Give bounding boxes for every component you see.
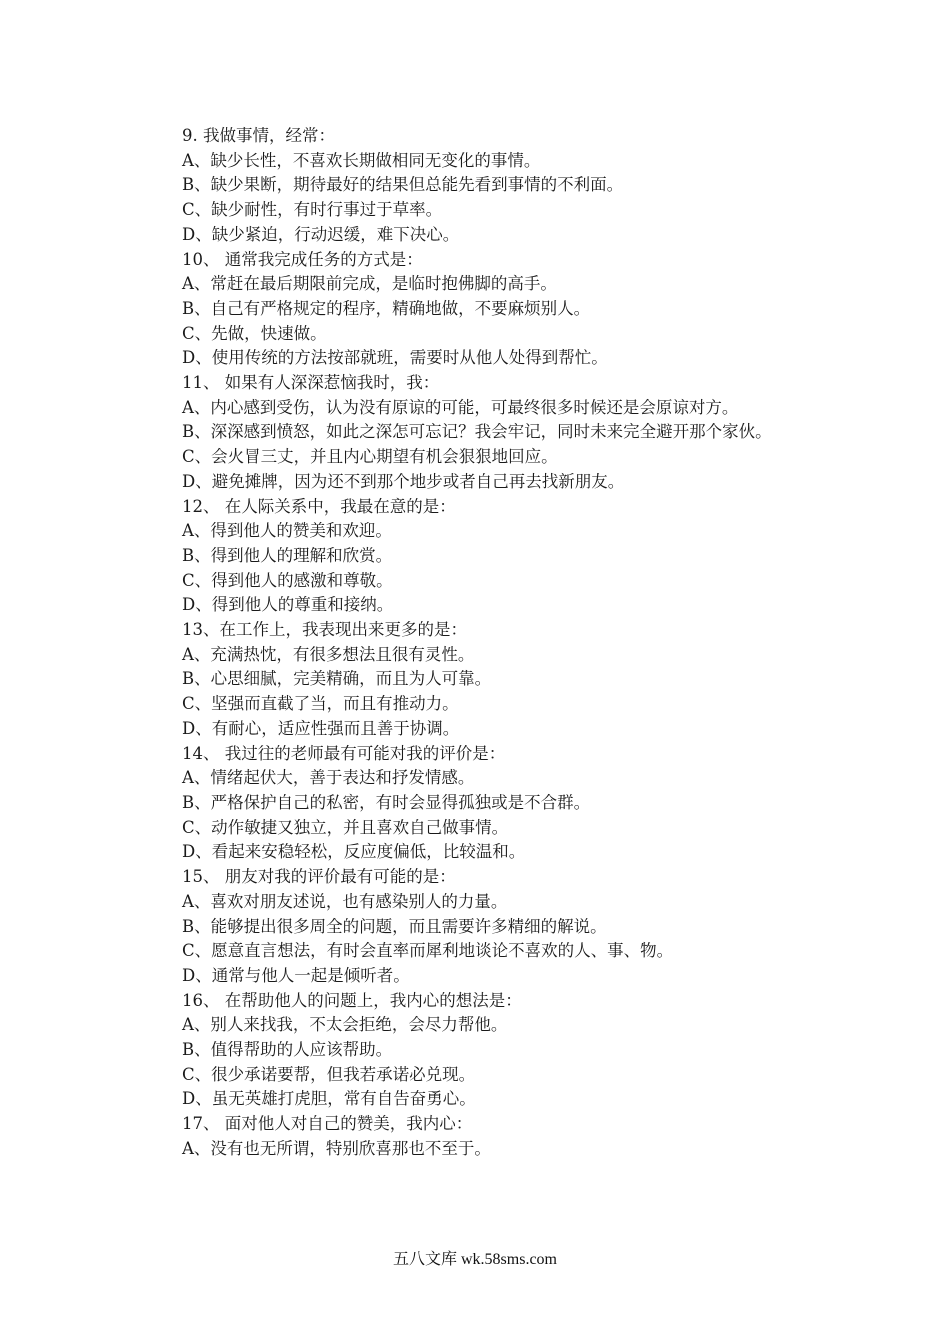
question-16-stem: 16、 在帮助他人的问题上，我内心的想法是： [182, 990, 522, 1010]
option-10c: C、先做，快速做。 [182, 323, 327, 343]
option-9a: A、缺少长性，不喜欢长期做相同无变化的事情。 [182, 150, 541, 170]
option-9d: D、缺少紧迫，行动迟缓，难下决心。 [182, 224, 460, 244]
question-9-stem: 9. 我做事情，经常： [182, 126, 335, 145]
option-13d: D、有耐心，适应性强而且善于协调。 [182, 718, 460, 738]
question-11-stem: 11、 如果有人深深惹恼我时，我： [182, 373, 440, 393]
option-11b: B、深深感到愤怒，如此之深怎可忘记？我会牢记，同时未来完全避开那个家伙。 [182, 422, 772, 442]
option-16b: B、值得帮助的人应该帮助。 [182, 1040, 393, 1060]
option-14d: D、看起来安稳轻松，反应度偏低，比较温和。 [182, 842, 526, 862]
option-9b: B、缺少果断，期待最好的结果但总能先看到事情的不利面。 [182, 175, 624, 195]
option-16a: A、别人来找我，不太会拒绝，会尽力帮他。 [182, 1015, 508, 1035]
option-10b: B、自己有严格规定的程序，精确地做，不要麻烦别人。 [182, 298, 591, 318]
option-12c: C、得到他人的感激和尊敬。 [182, 570, 393, 590]
option-11c: C、会火冒三丈，并且内心期望有机会狠狠地回应。 [182, 447, 558, 467]
option-12a: A、得到他人的赞美和欢迎。 [182, 521, 392, 541]
option-11d: D、避免摊牌，因为还不到那个地步或者自己再去找新朋友。 [182, 471, 625, 491]
option-10d: D、使用传统的方法按部就班，需要时从他人处得到帮忙。 [182, 348, 608, 368]
option-13c: C、坚强而直截了当，而且有推动力。 [182, 694, 459, 714]
option-17a: A、没有也无所谓，特别欣喜那也不至于。 [182, 1138, 491, 1158]
question-17-stem: 17、 面对他人对自己的赞美，我内心： [182, 1114, 473, 1134]
question-10-stem: 10、 通常我完成任务的方式是： [182, 249, 423, 269]
option-15d: D、通常与他人一起是倾听者。 [182, 965, 410, 985]
option-12d: D、得到他人的尊重和接纳。 [182, 595, 394, 615]
question-13-stem: 13、在工作上，我表现出来更多的是： [182, 620, 467, 640]
document-body [144, 124, 809, 1162]
option-14b: B、严格保护自己的私密，有时会显得孤独或是不合群。 [182, 792, 591, 812]
question-15-stem: 15、 朋友对我的评价最有可能的是： [182, 867, 456, 887]
option-15c: C、愿意直言想法，有时会直率而犀利地谈论不喜欢的人、事、物。 [182, 941, 674, 961]
question-14-stem: 14、 我过往的老师最有可能对我的评价是： [182, 743, 506, 763]
page-footer: 五八文库 wk.58sms.com [392, 1251, 557, 1268]
option-16c: C、很少承诺要帮，但我若承诺必兑现。 [182, 1064, 476, 1084]
option-9c: C、缺少耐性，有时行事过于草率。 [182, 200, 443, 220]
option-13b: B、心思细腻，完美精确，而且为人可靠。 [182, 669, 492, 689]
option-15a: A、喜欢对朋友述说，也有感染别人的力量。 [182, 891, 508, 911]
option-10a: A、常赶在最后期限前完成，是临时抱佛脚的高手。 [182, 274, 557, 294]
question-12-stem: 12、 在人际关系中，我最在意的是： [182, 496, 456, 516]
option-14c: C、动作敏捷又独立，并且喜欢自己做事情。 [182, 817, 509, 837]
option-13a: A、充满热忱，有很多想法且很有灵性。 [182, 644, 475, 664]
option-12b: B、得到他人的理解和欣赏。 [182, 545, 393, 565]
option-11a: A、内心感到受伤，认为没有原谅的可能，可最终很多时候还是会原谅对方。 [182, 397, 739, 417]
option-14a: A、情绪起伏大，善于表达和抒发情感。 [182, 768, 475, 788]
option-16d: D、虽无英雄打虎胆，常有自告奋勇心。 [182, 1089, 476, 1109]
option-15b: B、能够提出很多周全的问题，而且需要许多精细的解说。 [182, 916, 607, 936]
